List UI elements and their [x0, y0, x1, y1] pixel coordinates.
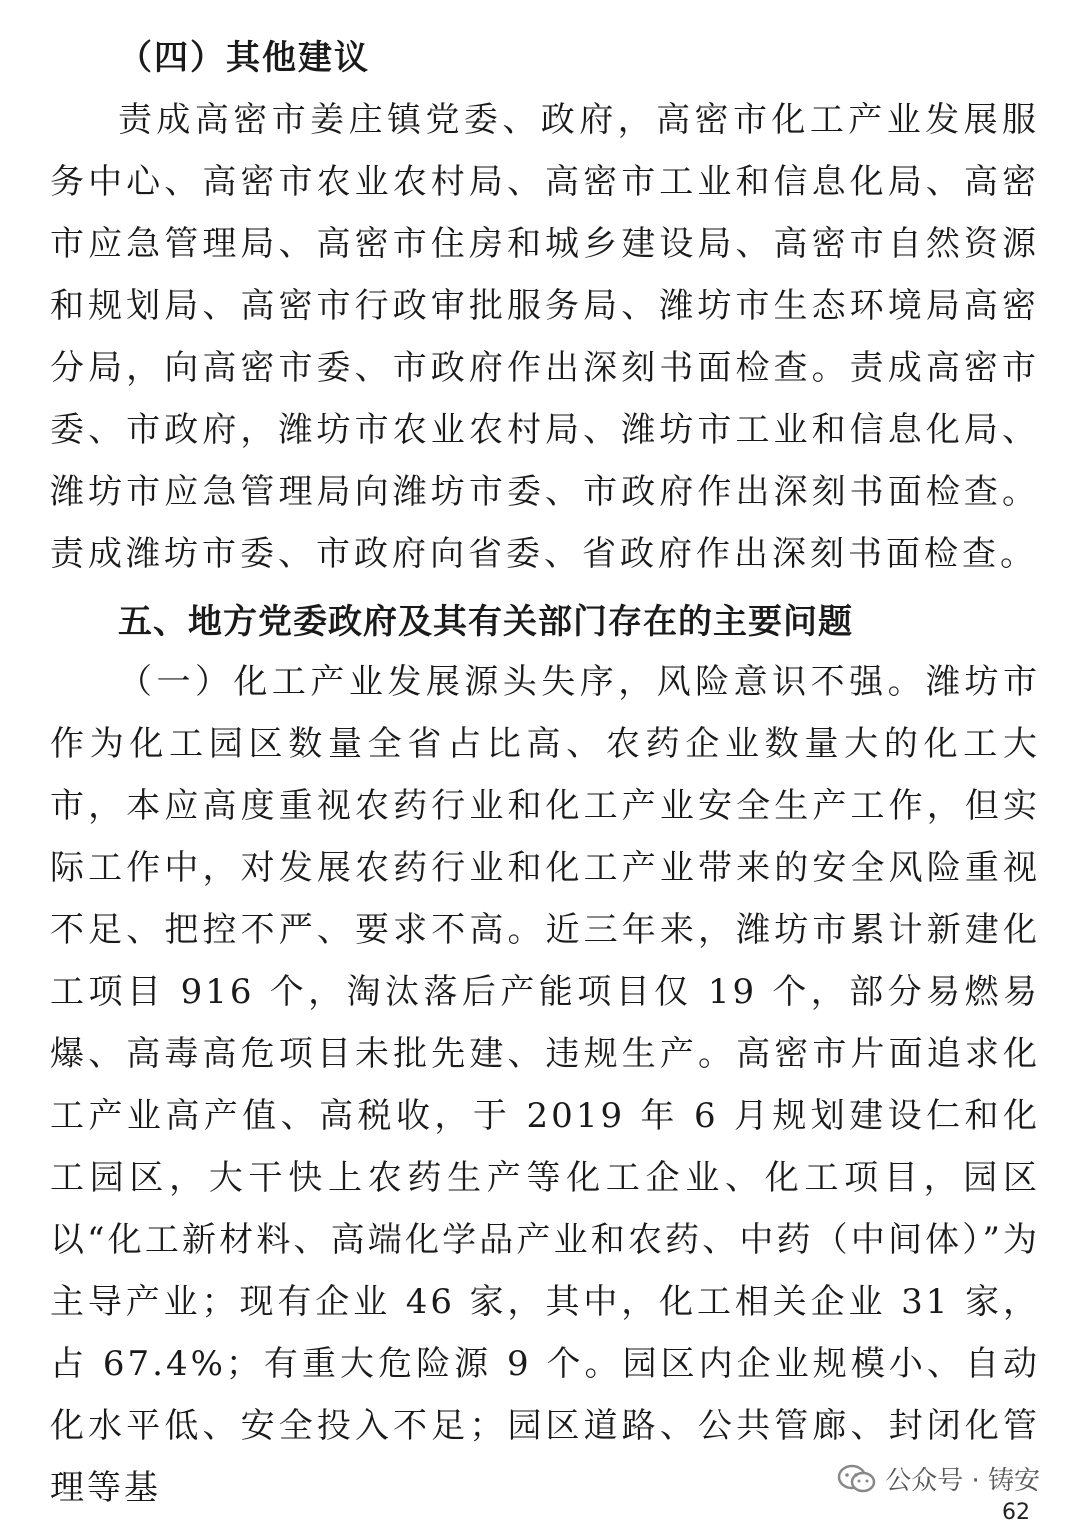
- page-number: 62: [1002, 1500, 1030, 1525]
- watermark: [837, 1460, 1040, 1497]
- wechat-official-account-icon: [837, 1464, 877, 1494]
- watermark-text: 公众号 · 铸安: [885, 1466, 1040, 1496]
- paragraph-other-suggestions: 责成高密市姜庄镇党委、政府，高密市化工产业发展服务中心、高密市农业农村局、高密市工业和信息化局、高密市应急管理局、高密市住房和城乡建设局、高密市自然资源和规划局、高密市行政审批服务局、潍坊市生态环境局高密分局，向高密市委、市政府作出深刻书面检查。责成高密市委、市政府，潍坊市农业农村局、潍坊市工业和信息化局、潍坊市应急管理局向潍坊市委、市政府作出深刻书面检查。责成潍坊市委、市政府向省委、省政府作出深刻书面检查。: [50, 100, 1040, 574]
- section-heading: 五、地方党委政府及其有关部门存在的主要问题: [118, 602, 853, 642]
- paragraph-main-problems: （一）化工产业发展源头失序，风险意识不强。潍坊市作为化工园区数量全省占比高、农药企业数量大的化工大市，本应高度重视农药行业和化工产业安全生产工作，但实际工作中，对发展农药行业和化工产业带来的安全风险重视不足、把控不严、要求不高。近三年来，潍坊市累计新建化工项目 916 个，淘汰落后产能项目仅 19 个，部分易燃易爆、高毒高危项目未批先建、违规生产。高密市片面追求化工产业高产值、高税收，于 2019 年 6 月规划建设仁和化工园区，大干快上农药生产等化工企业、化工项目，园区以“化工新材料、高端化学品产业和农药、中药（中间体）”为主导产业；现有企业 46 家，其中，化工相关企业 31 家，占 67.4%；有重大危险源 9 个。园区内企业规模小、自动化水平低、安全投入不足；园区道路、公共管廊、封闭化管理等基: [50, 662, 1040, 1508]
- subheading: （四）其他建议: [118, 38, 370, 78]
